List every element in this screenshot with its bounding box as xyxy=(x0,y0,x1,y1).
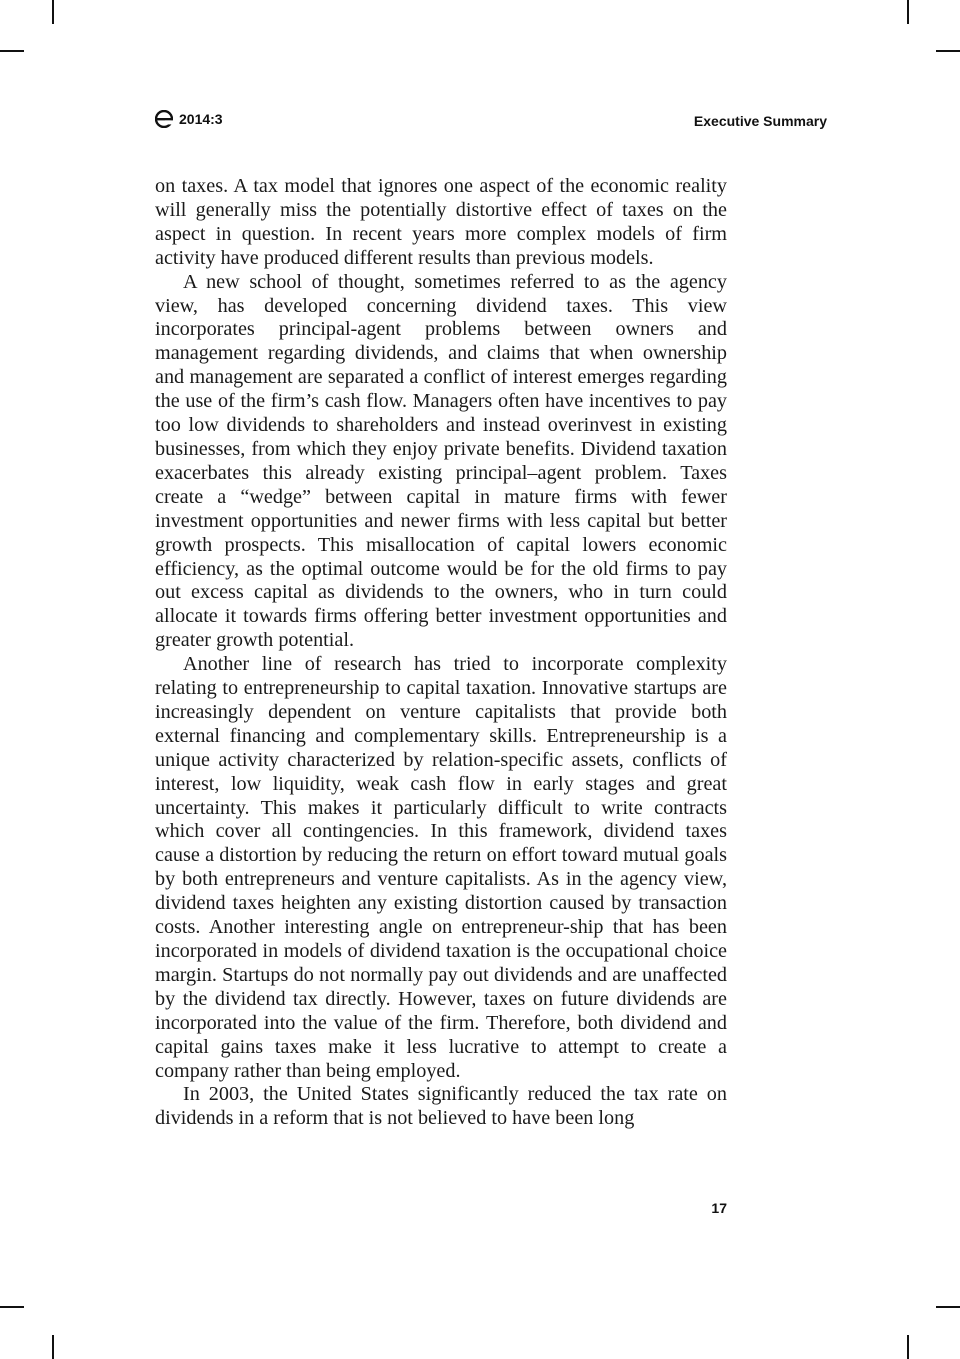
crop-mark xyxy=(907,1335,909,1359)
crop-mark xyxy=(936,50,960,52)
issue-number: 2014:3 xyxy=(179,111,223,127)
paragraph: on taxes. A tax model that ignores one aspect of the economic reality will generally miss the potentially distortive effect of taxes on the aspect in question. In recent years more complex models of firm activity have produced different results than previous models. xyxy=(155,175,727,269)
crop-mark xyxy=(52,1335,54,1359)
paragraph: A new school of thought, sometimes referred to as the agency view, has developed concerning dividend taxes. This view incorporates principal-agent problems between owners and management regarding dividends, and claims that when ownership and management are separated a conflict of interest emerges regarding the use of the firm’s cash flow. Managers often have incentives to pay too low dividends to shareholders and instead overinvest in existing businesses, from which they enjoy private benefits. Dividend taxation exacerbates this already existing principal–agent problem. Taxes create a “wedge” between capital in mature firms with fewer investment opportunities and newer firms with less capital but better growth prospects. This misallocation of capital lowers economic efficiency, as the optimal outcome would be for the old firms to pay out excess capital as dividends to the owners, who in turn could allocate it towards firms offering better investment opportunities and greater growth potential. xyxy=(155,270,727,652)
section-title: Executive Summary xyxy=(693,113,827,129)
crop-mark xyxy=(907,0,909,24)
article-body xyxy=(155,175,727,1131)
crop-mark xyxy=(52,0,54,24)
page-number: 17 xyxy=(711,1200,727,1216)
e-logo-icon xyxy=(155,110,173,128)
paragraph: Another line of research has tried to incorporate complexity relating to entrepreneurship to capital taxation. Innovative startups are increasingly dependent on venture capitalists that provide both external financing and complementary skills. Entrepreneurship is a unique activity characterized by relation-specific assets, conflicts of interest, low liquidity, weak cash flow in early stages and great uncertainty. This makes it particularly difficult to write contracts which cover all contingencies. In this framework, dividend taxes cause a distortion by reducing the return on effort toward mutual goals by both entrepreneurs and venture capitalists. As in the agency view, dividend taxes heighten any existing distortion caused by transaction costs. Another interesting angle on entrepreneur-ship that has been incorporated in models of dividend taxation is the occupational choice margin. Startups do not normally pay out dividends and are unaffected by the dividend tax directly. However, taxes on future dividends are incorporated into the value of the firm. Therefore, both dividend and capital gains taxes make it less lucrative to attempt to create a company rather than being employed. xyxy=(155,653,727,1082)
crop-mark xyxy=(936,1306,960,1308)
paragraph: In 2003, the United States significantly reduced the tax rate on dividends in a reform that is not believed to have been long xyxy=(155,1083,727,1130)
header-left xyxy=(155,110,223,128)
crop-mark xyxy=(0,50,24,52)
crop-mark xyxy=(0,1306,24,1308)
running-header xyxy=(155,110,827,132)
